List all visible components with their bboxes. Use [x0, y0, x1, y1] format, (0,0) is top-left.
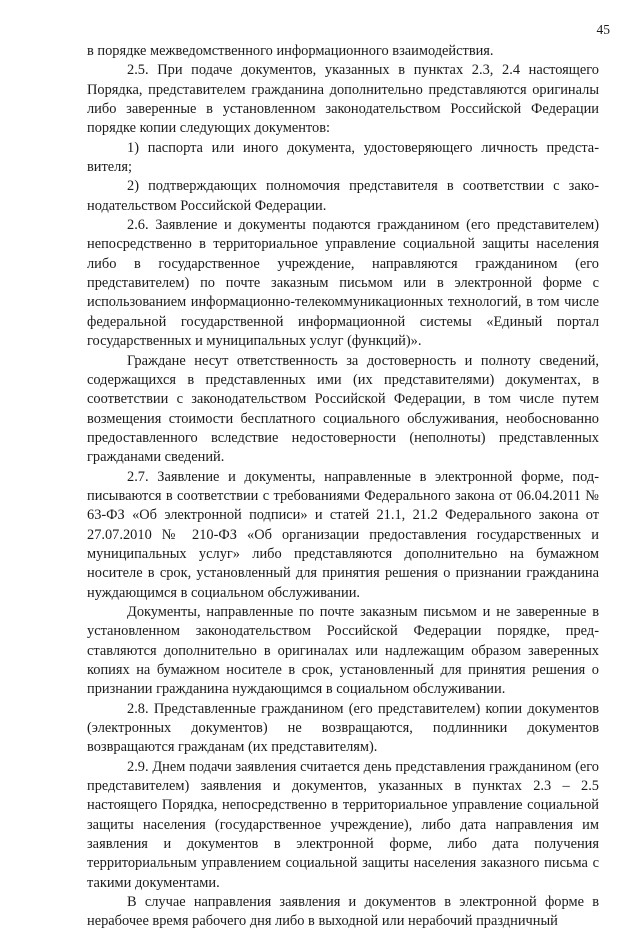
- paragraph-mailed-documents: Документы, направленные по почте заказным письмом и не заверенные в установленном законодательством Российской Федерации порядке, представляются дополнительно в оригиналах или надлежащим образом заверенных копиях на бумажном носителе в срок, установленный для принятия решения о признании гражданина нуждающимся в социальном обслуживании.: [87, 603, 599, 698]
- document-body: [87, 42, 599, 932]
- paragraph-responsibility: Граждане несут ответственность за достоверность и полноту сведений, содержащихся в представленных ими (их представителями) документах, в соответствии с законодательством Российской Федерации, в том числе путем возмещения стоимости бесплатного социального обслуживания, необоснованно предоставленного вследствие недостоверности (неполноты) представленных гражданами сведений.: [87, 352, 599, 466]
- paragraph-2-6: 2.6. Заявление и документы подаются гражданином (его представителем) непосредственно в территориальное управление социальной защиты населения либо в государственное учреждение, направляются гражданином (его представителем) по почте заказным письмом или в электронной форме с использованием информационно-телекоммуникационных технологий, в том числе федеральной государственной информационной системы «Единый портал государственных и муниципальных услуг (функций)».: [87, 217, 599, 350]
- page-number: 45: [596, 22, 610, 37]
- paragraph-2-5: 2.5. При подаче документов, указанных в пунктах 2.3, 2.4 настоящего Порядка, представителем гражданина дополнительно представляются оригиналы либо заверенные в установленном законодательством Российской Федерации порядке копии следующих документов:: [87, 62, 599, 137]
- paragraph-2-7: 2.7. Заявление и документы, направленные в электронной форме, подписываются в соответствии с требованиями Федерального закона от 06.04.2011 № 63-ФЗ «Об электронной подписи» и статей 21.1, 21.2 Федерального закона от 27.07.2010 № 210-ФЗ «Об организации предоставления государственных и муниципальных услуг» либо представляются дополнительно на бумажном носителе в срок, установленный для принятия решения о признании гражданина нуждающимся в социальном обслуживании.: [87, 468, 599, 601]
- paragraph-continuation: в порядке межведомственного информационного взаимодействия.: [87, 43, 494, 59]
- paragraph-electronic-submission: В случае направления заявления и документов в электронной форме в нерабочее время рабочего дня либо в выходной или нерабочий праздничный: [87, 894, 599, 930]
- list-item-1: 1) паспорта или иного документа, удостоверяющего личность представителя;: [87, 139, 599, 176]
- list-item-2: 2) подтверждающих полномочия представителя в соответствии с законодательством Российской Федерации.: [87, 178, 599, 214]
- paragraph-2-9: 2.9. Днем подачи заявления считается день представления гражданином (его представителем) заявления и документов, указанных в пунктах 2.3 – 2.5 настоящего Порядка, непосредственно в территориальное управление социальной защиты населения (государственное учреждение), либо дата направления им заявления и документов в электронной форме, либо дата получения территориальным управлением социальной защиты населения заказного письма с такими документами.: [87, 758, 599, 891]
- paragraph-2-8: 2.8. Представленные гражданином (его представителем) копии документов (электронных документов) не возвращаются, подлинники документов возвращаются гражданам (их представителям).: [87, 700, 599, 756]
